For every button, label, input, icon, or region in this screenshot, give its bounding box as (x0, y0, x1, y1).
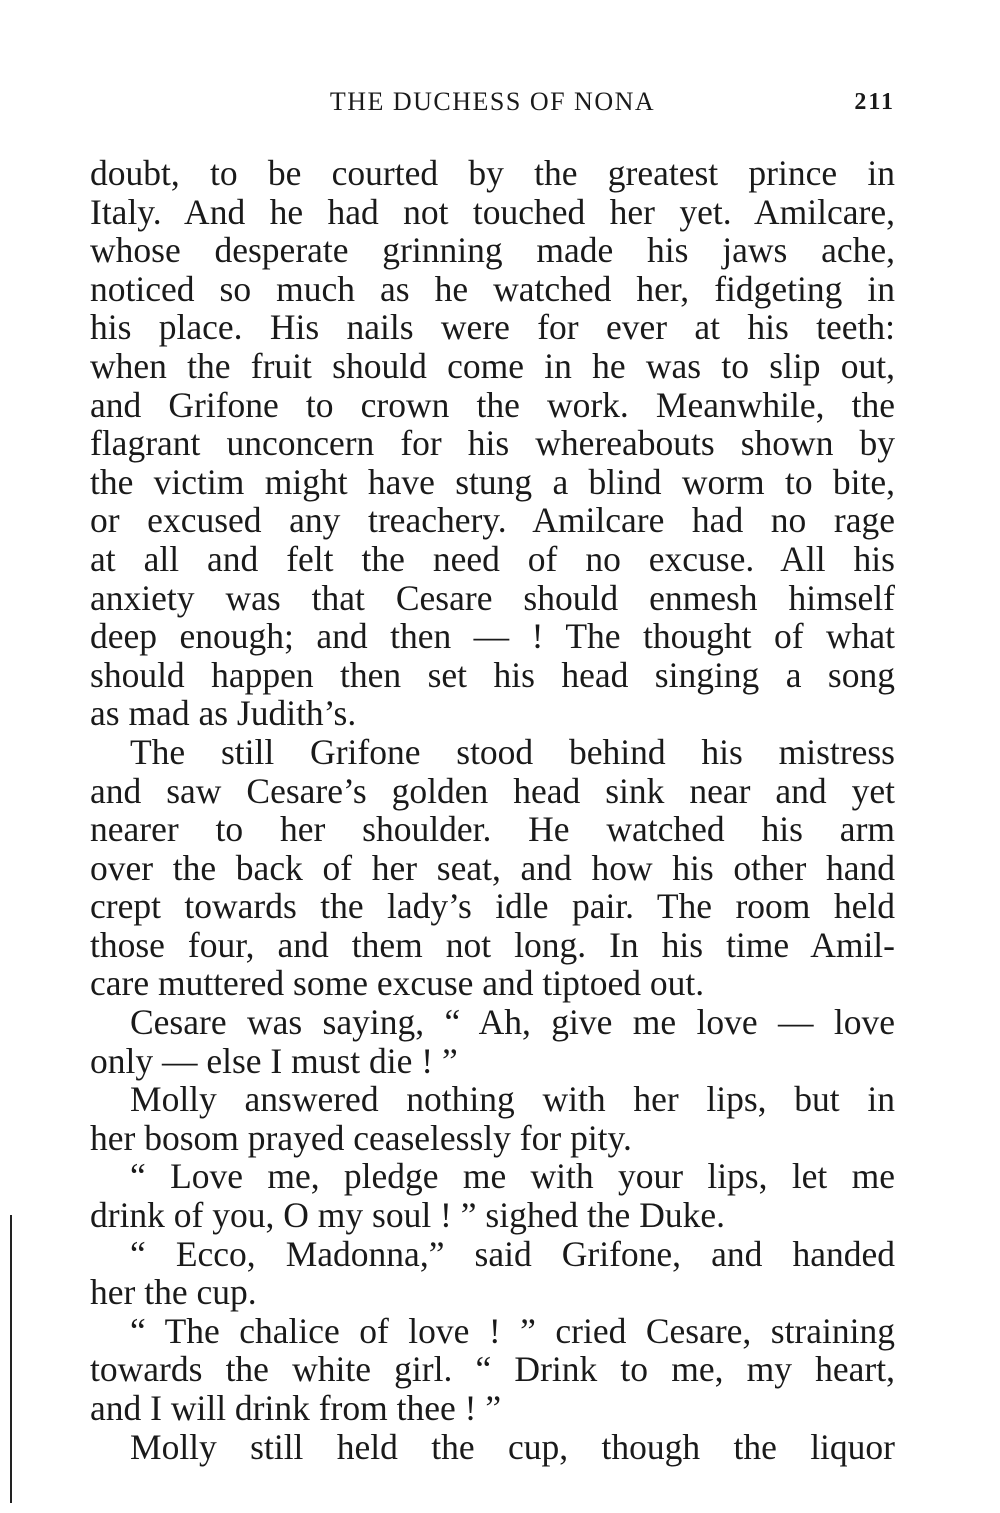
text-line: over the back of her seat, and how his other hand (90, 847, 895, 888)
paragraph-end-line: her the cup. (90, 1272, 257, 1313)
paragraph-end-line: drink of you, O my soul ! ” sighed the Duke. (90, 1195, 725, 1236)
paragraph-end-line: her bosom prayed ceaselessly for pity. (90, 1117, 632, 1158)
body-text (90, 154, 895, 1466)
text-line: doubt, to be courted by the greatest prince in (90, 153, 895, 193)
text-line: anxiety was that Cesare should enmesh himself (90, 577, 895, 618)
text-line: Italy. And he had not touched her yet. Amilcare, (90, 191, 895, 232)
paragraph-end-line: care muttered some excuse and tiptoed out. (90, 963, 705, 1004)
running-title: THE DUCHESS OF NONA (329, 87, 656, 116)
text-line: crept towards the lady’s idle pair. The room held (90, 886, 895, 927)
page-header (90, 84, 895, 120)
paragraph-start-line: “ Love me, pledge me with your lips, let me (130, 1156, 895, 1197)
paragraph-start-line: “ The chalice of love ! ” cried Cesare, straining (130, 1310, 895, 1351)
paragraph-end-line: only — else I must die ! ” (90, 1040, 458, 1081)
page-number: 211 (854, 89, 895, 115)
paragraph-end-line: as mad as Judith’s. (90, 693, 357, 734)
text-line: the victim might have stung a blind worm to bite, (90, 461, 895, 502)
paragraph-end-line: and I will drink from thee ! ” (90, 1388, 502, 1428)
text-line: his place. His nails were for ever at his teeth: (90, 307, 895, 348)
paragraph-start-line: Cesare was saying, “ Ah, give me love — love (130, 1002, 895, 1043)
text-line: noticed so much as he watched her, fidgeting in (90, 268, 895, 309)
text-line: deep enough; and then — ! The thought of what (90, 616, 895, 657)
text-line: whose desperate grinning made his jaws ache, (90, 230, 895, 271)
text-line: and Grifone to crown the work. Meanwhile, the (90, 384, 895, 425)
paragraph-start-line: Molly answered nothing with her lips, but in (130, 1079, 895, 1120)
text-line: when the fruit should come in he was to slip out, (90, 345, 895, 386)
paragraph-start-line: The still Grifone stood behind his mistress (130, 731, 895, 772)
text-line: towards the white girl. “ Drink to me, my heart, (90, 1349, 895, 1390)
text-line: should happen then set his head singing a song (90, 654, 895, 695)
text-line: those four, and them not long. In his time Amil- (90, 924, 895, 965)
paragraph-start-line: Molly still held the cup, though the liquor (130, 1426, 895, 1467)
text-line: and saw Cesare’s golden head sink near and yet (90, 770, 895, 811)
text-line: nearer to her shoulder. He watched his arm (90, 809, 895, 850)
paragraph-start-line: “ Ecco, Madonna,” said Grifone, and handed (130, 1233, 895, 1274)
text-line: at all and felt the need of no excuse. All his (90, 538, 895, 579)
text-line: flagrant unconcern for his whereabouts shown by (90, 423, 895, 464)
margin-rule (10, 1215, 12, 1503)
text-line: or excused any treachery. Amilcare had no rage (90, 500, 895, 541)
